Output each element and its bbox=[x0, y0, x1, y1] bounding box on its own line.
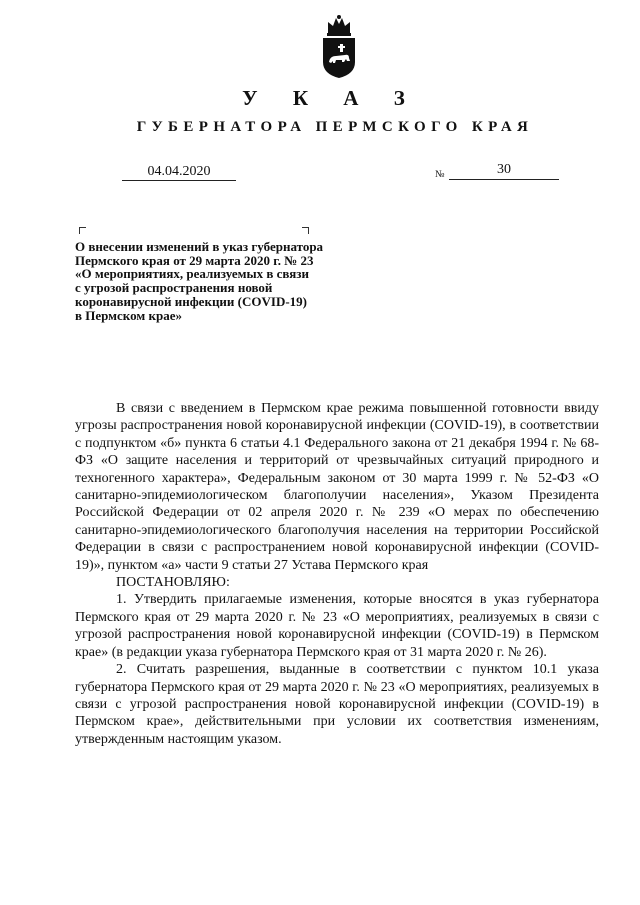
heading-line: коронавирусной инфекции (COVID-19) bbox=[75, 293, 307, 309]
heading-line: с угрозой распространения новой bbox=[75, 280, 273, 296]
item-1-paragraph: 1. Утвердить прилагаемые изменения, которые вносятся в указ губернатора Пермского края от 29 марта 2020 г. № 23 «О мероприятиях, реализуемых в связи с угрозой распространения новой коронавирусной инфекции (COVID-19) в Пермском крае» (в редакции указа губернатора Пермского края от 31 марта 2020 г. № 26). bbox=[75, 592, 599, 660]
document-body bbox=[75, 400, 599, 748]
heading-line: Пермского края от 29 марта 2020 г. № 23 bbox=[75, 252, 314, 268]
heading-corner-left bbox=[79, 227, 86, 234]
decree-word: ПОСТАНОВЛЯЮ: bbox=[116, 575, 230, 591]
heading-corner-right bbox=[302, 227, 309, 234]
heading-line: О внесении изменений в указ губернатора bbox=[75, 239, 324, 254]
number-label: № bbox=[435, 169, 445, 180]
document-title: У К А З bbox=[242, 86, 420, 110]
document-number: 30 bbox=[449, 161, 559, 180]
item-2-paragraph: 2. Считать разрешения, выданные в соответствии с пунктом 10.1 указа губернатора Пермского края от 29 марта 2020 г. № 23 «О мероприятиях, реализуемых в связи с угрозой распространения новой коронавирусной инфекции (COVID-19) в Пермском крае», действительными при условии их соответствия изменениям, утвержденным настоящим указом. bbox=[75, 662, 599, 747]
issuer-title: ГУБЕРНАТОРА ПЕРМСКОГО КРАЯ bbox=[136, 119, 534, 135]
heading-line: в Пермском крае» bbox=[75, 307, 182, 323]
coat-of-arms-icon bbox=[318, 14, 360, 80]
heading-line: «О мероприятиях, реализуемых в связи bbox=[75, 266, 309, 282]
document-date: 04.04.2020 bbox=[122, 163, 236, 181]
preamble-paragraph: В связи с введением в Пермском крае режима повышенной готовности ввиду угрозы распространения новой коронавирусной инфекции (COVID-19), в соответствии с подпунктом «б» пункта 6 статьи 4.1 Федерального закона от 21 декабря 1994 г. № 68-ФЗ «О защите населения и территорий от чрезвычайных ситуаций природного и техногенного характера», Федеральным законом от 30 марта 1999 г. № 52-ФЗ «О санитарно-эпидемиологическом благополучии населения», Указом Президента Российской Федерации от 02 апреля 2020 г. № 239 «О мерах по обеспечению санитарно-эпидемиологического благополучия населения на территории Российской Федерации в связи с распространением новой коронавирусной инфекции (COVID-19)», пунктом «а» части 9 статьи 27 Устава Пермского края bbox=[75, 401, 599, 573]
document-heading bbox=[75, 240, 375, 322]
